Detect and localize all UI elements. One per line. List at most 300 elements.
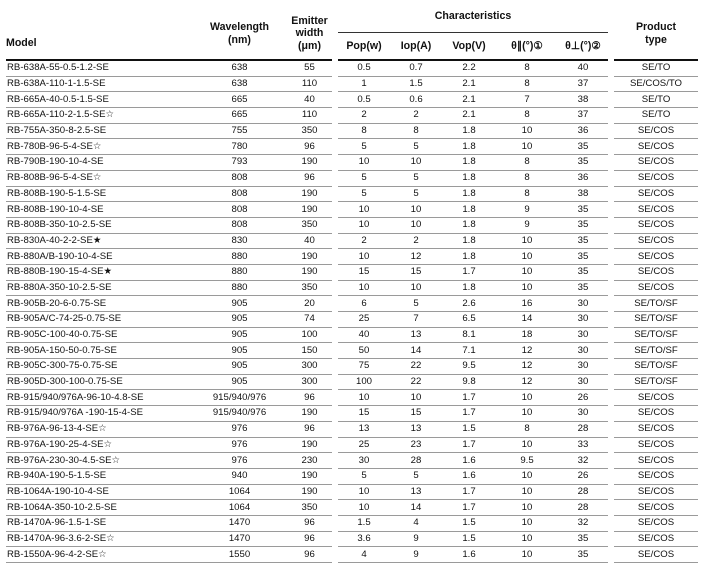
cell-theta-parallel: 9 (496, 217, 558, 233)
cell-emitter-width: 150 (287, 343, 332, 359)
table-row (6, 170, 698, 186)
cell-theta-perpendicular: 30 (558, 359, 608, 375)
cell-vop: 2.1 (442, 76, 496, 92)
cell-vop: 1.8 (442, 170, 496, 186)
table-row (6, 312, 698, 328)
header-row-top (6, 8, 698, 33)
cell-product-type: SE/TO/SF (614, 374, 698, 390)
cell-wavelength: 905 (192, 359, 287, 375)
cell-emitter-width: 110 (287, 76, 332, 92)
cell-model: RB-665A-110-2-1.5-SE☆ (6, 108, 192, 124)
cell-model: RB-1470A-96-1.5-1-SE (6, 515, 192, 531)
header-vop: Vop(V) (442, 33, 496, 61)
cell-iop: 22 (390, 359, 442, 375)
cell-emitter-width: 350 (287, 217, 332, 233)
header-characteristics: Characteristics (338, 8, 608, 33)
cell-pop: 100 (338, 374, 390, 390)
cell-product-type: SE/COS (614, 500, 698, 516)
table-row (6, 343, 698, 359)
cell-theta-perpendicular: 28 (558, 421, 608, 437)
table-row (6, 406, 698, 422)
cell-emitter-width: 190 (287, 406, 332, 422)
cell-theta-perpendicular: 37 (558, 76, 608, 92)
cell-wavelength: 665 (192, 92, 287, 108)
cell-vop: 2.2 (442, 60, 496, 76)
cell-wavelength: 808 (192, 217, 287, 233)
cell-theta-parallel: 10 (496, 484, 558, 500)
table-row (6, 249, 698, 265)
cell-model: RB-780B-96-5-4-SE☆ (6, 139, 192, 155)
cell-pop: 75 (338, 359, 390, 375)
cell-model: RB-905C-100-40-0.75-SE (6, 327, 192, 343)
cell-vop: 1.5 (442, 531, 496, 547)
cell-pop: 10 (338, 249, 390, 265)
cell-theta-parallel: 8 (496, 155, 558, 171)
cell-wavelength: 1550 (192, 547, 287, 563)
cell-pop: 5 (338, 186, 390, 202)
cell-vop: 2.1 (442, 108, 496, 124)
cell-product-type: SE/COS (614, 264, 698, 280)
cell-vop: 1.8 (442, 202, 496, 218)
cell-iop: 14 (390, 500, 442, 516)
header-theta-perpendicular: θ⊥(°)② (558, 33, 608, 61)
cell-emitter-width: 350 (287, 280, 332, 296)
cell-iop: 5 (390, 468, 442, 484)
cell-pop: 15 (338, 406, 390, 422)
cell-theta-parallel: 10 (496, 406, 558, 422)
cell-iop: 15 (390, 406, 442, 422)
cell-pop: 5 (338, 170, 390, 186)
header-pop: Pop(w) (338, 33, 390, 61)
cell-vop: 1.5 (442, 515, 496, 531)
cell-iop: 22 (390, 374, 442, 390)
cell-pop: 30 (338, 453, 390, 469)
cell-pop: 13 (338, 421, 390, 437)
cell-model: RB-1470A-96-3.6-2-SE☆ (6, 531, 192, 547)
cell-product-type: SE/COS (614, 437, 698, 453)
header-wavelength: Wavelength (nm) (192, 8, 287, 60)
cell-iop: 0.6 (390, 92, 442, 108)
cell-wavelength: 1470 (192, 515, 287, 531)
cell-theta-parallel: 10 (496, 280, 558, 296)
cell-emitter-width: 96 (287, 421, 332, 437)
cell-emitter-width: 96 (287, 547, 332, 563)
cell-pop: 25 (338, 437, 390, 453)
cell-theta-perpendicular: 35 (558, 249, 608, 265)
cell-theta-perpendicular: 40 (558, 60, 608, 76)
cell-pop: 10 (338, 155, 390, 171)
cell-model: RB-808B-190-5-1.5-SE (6, 186, 192, 202)
cell-wavelength: 976 (192, 421, 287, 437)
cell-theta-perpendicular: 28 (558, 500, 608, 516)
cell-model: RB-1064A-190-10-4-SE (6, 484, 192, 500)
cell-emitter-width: 300 (287, 359, 332, 375)
cell-model: RB-808B-96-5-4-SE☆ (6, 170, 192, 186)
cell-vop: 1.7 (442, 437, 496, 453)
cell-vop: 2.6 (442, 296, 496, 312)
cell-model: RB-808B-190-10-4-SE (6, 202, 192, 218)
cell-product-type: SE/TO (614, 60, 698, 76)
cell-iop: 5 (390, 170, 442, 186)
cell-wavelength: 808 (192, 202, 287, 218)
cell-iop: 13 (390, 421, 442, 437)
cell-product-type: SE/COS (614, 280, 698, 296)
cell-theta-parallel: 10 (496, 547, 558, 563)
cell-pop: 2 (338, 108, 390, 124)
cell-model: RB-1064A-350-10-2.5-SE (6, 500, 192, 516)
table-row (6, 296, 698, 312)
cell-model: RB-755A-350-8-2.5-SE (6, 123, 192, 139)
cell-theta-parallel: 10 (496, 468, 558, 484)
cell-product-type: SE/COS (614, 468, 698, 484)
cell-wavelength: 638 (192, 76, 287, 92)
cell-theta-parallel: 10 (496, 437, 558, 453)
cell-product-type: SE/COS (614, 453, 698, 469)
cell-model: RB-905A/C-74-25-0.75-SE (6, 312, 192, 328)
cell-pop: 10 (338, 484, 390, 500)
cell-pop: 10 (338, 280, 390, 296)
cell-model: RB-638A-55-0.5-1.2-SE (6, 60, 192, 76)
cell-iop: 7 (390, 312, 442, 328)
cell-emitter-width: 190 (287, 264, 332, 280)
cell-product-type: SE/TO/SF (614, 296, 698, 312)
cell-model: RB-915/940/976A-96-10-4.8-SE (6, 390, 192, 406)
cell-emitter-width: 190 (287, 249, 332, 265)
cell-wavelength: 915/940/976 (192, 390, 287, 406)
header-theta-parallel: θ∥(°)① (496, 33, 558, 61)
cell-theta-perpendicular: 35 (558, 264, 608, 280)
cell-theta-parallel: 10 (496, 233, 558, 249)
cell-iop: 5 (390, 186, 442, 202)
cell-pop: 2 (338, 233, 390, 249)
cell-emitter-width: 190 (287, 468, 332, 484)
cell-theta-parallel: 8 (496, 421, 558, 437)
cell-wavelength: 793 (192, 155, 287, 171)
cell-wavelength: 808 (192, 186, 287, 202)
cell-theta-parallel: 10 (496, 123, 558, 139)
table-row (6, 484, 698, 500)
cell-model: RB-976A-190-25-4-SE☆ (6, 437, 192, 453)
table-row (6, 76, 698, 92)
cell-emitter-width: 350 (287, 123, 332, 139)
header-iop: Iop(A) (390, 33, 442, 61)
cell-pop: 5 (338, 468, 390, 484)
cell-vop: 9.8 (442, 374, 496, 390)
table-row (6, 547, 698, 563)
cell-vop: 1.8 (442, 280, 496, 296)
cell-emitter-width: 300 (287, 374, 332, 390)
cell-theta-parallel: 10 (496, 249, 558, 265)
cell-pop: 25 (338, 312, 390, 328)
cell-wavelength: 880 (192, 249, 287, 265)
cell-pop: 8 (338, 123, 390, 139)
table-row (6, 437, 698, 453)
cell-wavelength: 905 (192, 327, 287, 343)
table-row (6, 280, 698, 296)
cell-emitter-width: 96 (287, 139, 332, 155)
cell-emitter-width: 190 (287, 484, 332, 500)
cell-iop: 10 (390, 280, 442, 296)
cell-vop: 1.8 (442, 186, 496, 202)
cell-emitter-width: 96 (287, 170, 332, 186)
cell-emitter-width: 190 (287, 202, 332, 218)
cell-theta-parallel: 10 (496, 264, 558, 280)
cell-product-type: SE/COS (614, 515, 698, 531)
table-row (6, 139, 698, 155)
cell-wavelength: 915/940/976 (192, 406, 287, 422)
table-row (6, 468, 698, 484)
cell-emitter-width: 74 (287, 312, 332, 328)
cell-product-type: SE/COS (614, 202, 698, 218)
laser-spec-table (6, 8, 698, 563)
cell-model: RB-905D-300-100-0.75-SE (6, 374, 192, 390)
cell-model: RB-905C-300-75-0.75-SE (6, 359, 192, 375)
cell-theta-parallel: 8 (496, 60, 558, 76)
cell-iop: 9 (390, 531, 442, 547)
cell-product-type: SE/COS (614, 155, 698, 171)
cell-model: RB-880B-190-15-4-SE★ (6, 264, 192, 280)
cell-wavelength: 780 (192, 139, 287, 155)
cell-emitter-width: 110 (287, 108, 332, 124)
cell-theta-parallel: 10 (496, 390, 558, 406)
cell-emitter-width: 96 (287, 531, 332, 547)
cell-pop: 5 (338, 139, 390, 155)
cell-emitter-width: 350 (287, 500, 332, 516)
cell-model: RB-790B-190-10-4-SE (6, 155, 192, 171)
cell-theta-parallel: 10 (496, 139, 558, 155)
cell-iop: 10 (390, 202, 442, 218)
cell-product-type: SE/COS (614, 547, 698, 563)
cell-pop: 10 (338, 217, 390, 233)
cell-wavelength: 976 (192, 437, 287, 453)
cell-wavelength: 1064 (192, 484, 287, 500)
cell-product-type: SE/COS (614, 249, 698, 265)
cell-theta-parallel: 12 (496, 343, 558, 359)
cell-vop: 1.8 (442, 123, 496, 139)
table-row (6, 92, 698, 108)
table-row (6, 359, 698, 375)
cell-pop: 10 (338, 202, 390, 218)
cell-theta-parallel: 9.5 (496, 453, 558, 469)
cell-vop: 1.7 (442, 264, 496, 280)
cell-pop: 1.5 (338, 515, 390, 531)
cell-theta-perpendicular: 32 (558, 453, 608, 469)
cell-pop: 6 (338, 296, 390, 312)
cell-pop: 10 (338, 390, 390, 406)
cell-product-type: SE/COS (614, 421, 698, 437)
cell-theta-parallel: 10 (496, 500, 558, 516)
cell-theta-perpendicular: 35 (558, 531, 608, 547)
cell-theta-perpendicular: 38 (558, 186, 608, 202)
cell-emitter-width: 20 (287, 296, 332, 312)
cell-iop: 1.5 (390, 76, 442, 92)
cell-theta-parallel: 10 (496, 531, 558, 547)
cell-pop: 4 (338, 547, 390, 563)
table-row (6, 390, 698, 406)
cell-model: RB-905A-150-50-0.75-SE (6, 343, 192, 359)
cell-theta-perpendicular: 35 (558, 547, 608, 563)
cell-iop: 5 (390, 296, 442, 312)
cell-vop: 1.8 (442, 249, 496, 265)
header-product-type: Product type (614, 8, 698, 60)
cell-iop: 13 (390, 484, 442, 500)
table-row (6, 327, 698, 343)
cell-model: RB-880A-350-10-2.5-SE (6, 280, 192, 296)
header-emitter-width: Emitter width (μm) (287, 8, 332, 60)
cell-vop: 7.1 (442, 343, 496, 359)
cell-iop: 2 (390, 233, 442, 249)
cell-model: RB-638A-110-1-1.5-SE (6, 76, 192, 92)
cell-theta-perpendicular: 30 (558, 327, 608, 343)
cell-theta-perpendicular: 35 (558, 202, 608, 218)
cell-vop: 1.7 (442, 484, 496, 500)
cell-model: RB-940A-190-5-1.5-SE (6, 468, 192, 484)
cell-theta-parallel: 7 (496, 92, 558, 108)
cell-theta-parallel: 10 (496, 515, 558, 531)
cell-theta-parallel: 12 (496, 374, 558, 390)
cell-vop: 1.6 (442, 468, 496, 484)
cell-vop: 9.5 (442, 359, 496, 375)
cell-theta-perpendicular: 32 (558, 515, 608, 531)
cell-iop: 4 (390, 515, 442, 531)
cell-product-type: SE/COS (614, 531, 698, 547)
cell-iop: 5 (390, 139, 442, 155)
cell-emitter-width: 96 (287, 390, 332, 406)
cell-wavelength: 905 (192, 296, 287, 312)
cell-vop: 8.1 (442, 327, 496, 343)
cell-iop: 10 (390, 390, 442, 406)
cell-theta-perpendicular: 26 (558, 468, 608, 484)
table-row (6, 60, 698, 76)
cell-theta-parallel: 8 (496, 108, 558, 124)
cell-wavelength: 1064 (192, 500, 287, 516)
cell-emitter-width: 40 (287, 92, 332, 108)
table-row (6, 186, 698, 202)
table-row (6, 374, 698, 390)
cell-vop: 1.8 (442, 217, 496, 233)
cell-model: RB-976A-230-30-4.5-SE☆ (6, 453, 192, 469)
cell-theta-perpendicular: 33 (558, 437, 608, 453)
table-body (6, 60, 698, 563)
cell-vop: 2.1 (442, 92, 496, 108)
table-row (6, 421, 698, 437)
cell-vop: 1.7 (442, 500, 496, 516)
cell-theta-parallel: 18 (496, 327, 558, 343)
cell-model: RB-915/940/976A -190-15-4-SE (6, 406, 192, 422)
cell-iop: 12 (390, 249, 442, 265)
cell-theta-perpendicular: 30 (558, 406, 608, 422)
cell-theta-perpendicular: 35 (558, 217, 608, 233)
cell-product-type: SE/TO (614, 108, 698, 124)
cell-vop: 1.8 (442, 139, 496, 155)
cell-iop: 15 (390, 264, 442, 280)
cell-product-type: SE/COS (614, 186, 698, 202)
cell-iop: 2 (390, 108, 442, 124)
table-row (6, 108, 698, 124)
cell-pop: 1 (338, 76, 390, 92)
cell-theta-perpendicular: 37 (558, 108, 608, 124)
cell-emitter-width: 190 (287, 186, 332, 202)
cell-product-type: SE/COS (614, 484, 698, 500)
cell-model: RB-665A-40-0.5-1.5-SE (6, 92, 192, 108)
cell-theta-parallel: 8 (496, 186, 558, 202)
cell-theta-perpendicular: 30 (558, 312, 608, 328)
cell-wavelength: 665 (192, 108, 287, 124)
cell-product-type: SE/COS (614, 390, 698, 406)
cell-vop: 1.8 (442, 155, 496, 171)
table-row (6, 217, 698, 233)
cell-wavelength: 638 (192, 60, 287, 76)
cell-emitter-width: 100 (287, 327, 332, 343)
cell-wavelength: 940 (192, 468, 287, 484)
cell-theta-perpendicular: 36 (558, 123, 608, 139)
cell-emitter-width: 230 (287, 453, 332, 469)
cell-iop: 9 (390, 547, 442, 563)
cell-product-type: SE/COS (614, 139, 698, 155)
cell-theta-perpendicular: 35 (558, 233, 608, 249)
cell-vop: 1.6 (442, 547, 496, 563)
cell-theta-parallel: 16 (496, 296, 558, 312)
header-model: Model (6, 8, 192, 60)
table-row (6, 515, 698, 531)
cell-iop: 8 (390, 123, 442, 139)
cell-pop: 15 (338, 264, 390, 280)
cell-theta-parallel: 14 (496, 312, 558, 328)
cell-theta-perpendicular: 30 (558, 374, 608, 390)
cell-wavelength: 880 (192, 280, 287, 296)
cell-model: RB-905B-20-6-0.75-SE (6, 296, 192, 312)
cell-product-type: SE/COS (614, 170, 698, 186)
cell-theta-parallel: 8 (496, 76, 558, 92)
cell-product-type: SE/COS (614, 406, 698, 422)
cell-pop: 40 (338, 327, 390, 343)
cell-iop: 28 (390, 453, 442, 469)
cell-emitter-width: 190 (287, 437, 332, 453)
cell-emitter-width: 40 (287, 233, 332, 249)
table-row (6, 123, 698, 139)
cell-emitter-width: 96 (287, 515, 332, 531)
cell-wavelength: 905 (192, 374, 287, 390)
cell-wavelength: 905 (192, 343, 287, 359)
cell-theta-perpendicular: 28 (558, 484, 608, 500)
cell-product-type: SE/COS/TO (614, 76, 698, 92)
cell-wavelength: 905 (192, 312, 287, 328)
cell-product-type: SE/COS (614, 217, 698, 233)
cell-product-type: SE/TO/SF (614, 343, 698, 359)
cell-product-type: SE/TO/SF (614, 327, 698, 343)
cell-theta-perpendicular: 35 (558, 280, 608, 296)
cell-model: RB-1550A-96-4-2-SE☆ (6, 547, 192, 563)
cell-theta-perpendicular: 30 (558, 343, 608, 359)
cell-product-type: SE/TO/SF (614, 359, 698, 375)
cell-wavelength: 1470 (192, 531, 287, 547)
cell-iop: 23 (390, 437, 442, 453)
cell-iop: 13 (390, 327, 442, 343)
cell-theta-perpendicular: 36 (558, 170, 608, 186)
table-row (6, 233, 698, 249)
cell-vop: 1.7 (442, 406, 496, 422)
cell-theta-perpendicular: 38 (558, 92, 608, 108)
cell-model: RB-976A-96-13-4-SE☆ (6, 421, 192, 437)
cell-emitter-width: 190 (287, 155, 332, 171)
table-row (6, 264, 698, 280)
cell-vop: 6.5 (442, 312, 496, 328)
table-row (6, 453, 698, 469)
cell-theta-perpendicular: 30 (558, 296, 608, 312)
cell-product-type: SE/TO (614, 92, 698, 108)
table-row (6, 500, 698, 516)
cell-pop: 0.5 (338, 92, 390, 108)
